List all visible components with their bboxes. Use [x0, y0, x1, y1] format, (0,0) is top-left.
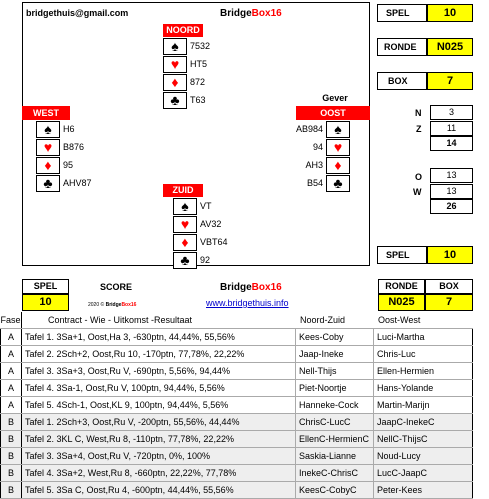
row-nz: Jaap-Ineke: [296, 346, 374, 362]
row-contract: Tafel 2. 2Sch+2, Oost,Ru 10, -170ptn, 77,78%, 22,22%: [22, 346, 296, 362]
lower-box-value: 7: [425, 294, 473, 311]
table-body: [0, 329, 473, 499]
west-hearts: B876: [63, 142, 85, 152]
row-contract: Tafel 1. 3Sa+1, Oost,Ha 3, -630ptn, 44,44%, 55,56%: [22, 329, 296, 345]
west-hand: [36, 121, 136, 192]
north-label: NOORD: [163, 24, 203, 37]
website-link[interactable]: www.bridgethuis.info: [206, 298, 289, 308]
table-row: [0, 414, 473, 431]
hcp-n-label: N: [415, 108, 422, 118]
lower-box-label: BOX: [425, 279, 473, 294]
east-spades: AB984: [295, 124, 323, 134]
north-clubs: T63: [190, 95, 206, 105]
spade-icon: ♠: [326, 121, 350, 138]
row-nz: Piet-Noortje: [296, 380, 374, 396]
row-contract: Tafel 2. 3KL C, West,Ru 8, -110ptn, 77,78%, 22,22%: [22, 431, 296, 447]
row-contract: Tafel 4. 3Sa-1, Oost,Ru V, 100ptn, 94,44%, 5,56%: [22, 380, 296, 396]
row-fase: B: [0, 431, 22, 447]
row-ow: Luci-Martha: [374, 329, 473, 345]
row-contract: Tafel 4. 3Sa+2, West,Ru 8, -660ptn, 22,22%, 77,78%: [22, 465, 296, 481]
table-row: [0, 380, 473, 397]
east-hand: [250, 121, 350, 192]
lower-ronde-value: N025: [378, 294, 425, 311]
row-ow: Peter-Kees: [374, 482, 473, 498]
spade-icon: ♠: [163, 38, 187, 55]
heart-icon: ♥: [36, 139, 60, 156]
lower-brand-num: 16: [270, 282, 282, 293]
row-contract: Tafel 1. 2Sch+3, Oost,Ru V, -200ptn, 55,56%, 44,44%: [22, 414, 296, 430]
row-fase: B: [0, 482, 22, 498]
lower-spel-value: 10: [22, 294, 69, 311]
lower-brand-title: [220, 282, 282, 293]
row-fase: A: [0, 380, 22, 396]
ronde-label: RONDE: [377, 38, 427, 56]
diamond-icon: ♦: [173, 234, 197, 251]
spade-icon: ♠: [173, 198, 197, 215]
row-ow: LucC-JaapC: [374, 465, 473, 481]
row-contract: Tafel 5. 4Sch-1, Oost,KL 9, 100ptn, 94,44%, 5,56%: [22, 397, 296, 413]
spel-label: SPEL: [377, 4, 427, 22]
table-row: [0, 363, 473, 380]
col-nz-header: Noord-Zuid: [300, 315, 346, 325]
club-icon: ♣: [326, 175, 350, 192]
row-contract: Tafel 3. 3Sa+3, Oost,Ru V, -690ptn, 5,56%, 94,44%: [22, 363, 296, 379]
copyright-brand-num: 16: [130, 302, 137, 308]
diamond-icon: ♦: [163, 74, 187, 91]
row-nz: EllenC-HermienC: [296, 431, 374, 447]
diamond-icon: ♦: [326, 157, 350, 174]
box-value: 7: [427, 72, 473, 90]
lower-copyright: [88, 302, 136, 308]
brand-box: Box: [251, 8, 271, 19]
south-hand: [173, 198, 263, 269]
brand-title: [220, 8, 282, 19]
spade-icon: ♠: [36, 121, 60, 138]
south-hearts: AV32: [200, 219, 222, 229]
copyright-text: 2020 ©: [88, 302, 106, 308]
heart-icon: ♥: [163, 56, 187, 73]
table-row: [0, 397, 473, 414]
row-nz: Kees-Coby: [296, 329, 374, 345]
hcp-o-label: O: [415, 172, 423, 182]
south-label: ZUID: [163, 184, 203, 197]
lower-ronde-label: RONDE: [378, 279, 425, 294]
row-ow: JaapC-InekeC: [374, 414, 473, 430]
brand-num: 16: [270, 8, 282, 19]
hcp-z-label: Z: [416, 124, 422, 134]
east-label: OOST: [296, 106, 370, 120]
south-diamonds: VBT64: [200, 237, 228, 247]
row-ow: NellC-ThijsC: [374, 431, 473, 447]
row-contract: Tafel 3. 3Sa+4, Oost,Ru V, -720ptn, 0%, 100%: [22, 448, 296, 464]
north-hand: [163, 38, 243, 109]
heart-icon: ♥: [173, 216, 197, 233]
table-row: [0, 465, 473, 482]
north-hearts: HT5: [190, 59, 208, 69]
row-contract: Tafel 5. 3Sa C, Oost,Ru 4, -600ptn, 44,44%, 55,56%: [22, 482, 296, 498]
hcp-ow-total: 26: [430, 199, 473, 214]
email-label: bridgethuis@gmail.com: [26, 8, 129, 18]
gever-label: Gever: [322, 93, 348, 103]
lower-brand-box: Box: [251, 282, 271, 293]
row-fase: A: [0, 346, 22, 362]
club-icon: ♣: [163, 92, 187, 109]
row-fase: B: [0, 414, 22, 430]
table-row: [0, 431, 473, 448]
table-row: [0, 482, 473, 499]
row-fase: A: [0, 329, 22, 345]
west-diamonds: 95: [63, 160, 74, 170]
east-hearts: 94: [312, 142, 323, 152]
row-fase: A: [0, 397, 22, 413]
west-clubs: AHV87: [63, 178, 92, 188]
copyright-brand-prefix: Bridge: [105, 302, 122, 308]
table-header: [0, 312, 473, 329]
east-clubs: B54: [306, 178, 323, 188]
row-ow: Martin-Marijn: [374, 397, 473, 413]
row-ow: Chris-Luc: [374, 346, 473, 362]
hcp-w-label: W: [413, 187, 422, 197]
row-nz: InekeC-ChrisC: [296, 465, 374, 481]
hcp-n-value: 3: [430, 105, 473, 120]
row-ow: Noud-Lucy: [374, 448, 473, 464]
hcp-z-value: 11: [430, 121, 473, 136]
results-table: [0, 312, 473, 499]
copyright-brand-box: Box: [121, 302, 131, 308]
col-contract-header: Contract - Wie - Uitkomst -Resultaat: [48, 315, 193, 325]
table-row: [0, 346, 473, 363]
south-clubs: 92: [200, 255, 211, 265]
north-spades: 7532: [190, 41, 211, 51]
spel-value: 10: [427, 4, 473, 22]
spel-value-bottom: 10: [427, 246, 473, 264]
hcp-o-value: 13: [430, 168, 473, 183]
north-diamonds: 872: [190, 77, 206, 87]
row-fase: B: [0, 448, 22, 464]
east-diamonds: AH3: [305, 160, 323, 170]
row-nz: Nell-Thijs: [296, 363, 374, 379]
row-nz: KeesC-CobyC: [296, 482, 374, 498]
row-nz: Hanneke-Cock: [296, 397, 374, 413]
col-fase-header: Fase: [0, 312, 22, 328]
row-fase: B: [0, 465, 22, 481]
lower-score-label: SCORE: [100, 282, 133, 292]
west-label: WEST: [22, 106, 70, 120]
diamond-icon: ♦: [36, 157, 60, 174]
hcp-nz-total: 14: [430, 136, 473, 151]
club-icon: ♣: [173, 252, 197, 269]
row-nz: ChrisC-LucC: [296, 414, 374, 430]
box-label: BOX: [377, 72, 427, 90]
col-ow-header: Oost-West: [378, 315, 421, 325]
lower-spel-label: SPEL: [22, 279, 69, 294]
row-fase: A: [0, 363, 22, 379]
row-nz: Saskia-Lianne: [296, 448, 374, 464]
brand-prefix: Bridge: [220, 8, 252, 19]
club-icon: ♣: [36, 175, 60, 192]
hcp-w-value: 13: [430, 184, 473, 199]
spel-label-bottom: SPEL: [377, 246, 427, 264]
table-row: [0, 329, 473, 346]
lower-brand-prefix: Bridge: [220, 282, 252, 293]
ronde-value: N025: [427, 38, 473, 56]
heart-icon: ♥: [326, 139, 350, 156]
row-ow: Hans-Yolande: [374, 380, 473, 396]
table-row: [0, 448, 473, 465]
row-ow: Ellen-Hermien: [374, 363, 473, 379]
south-spades: VT: [200, 201, 212, 211]
west-spades: H6: [63, 124, 75, 134]
